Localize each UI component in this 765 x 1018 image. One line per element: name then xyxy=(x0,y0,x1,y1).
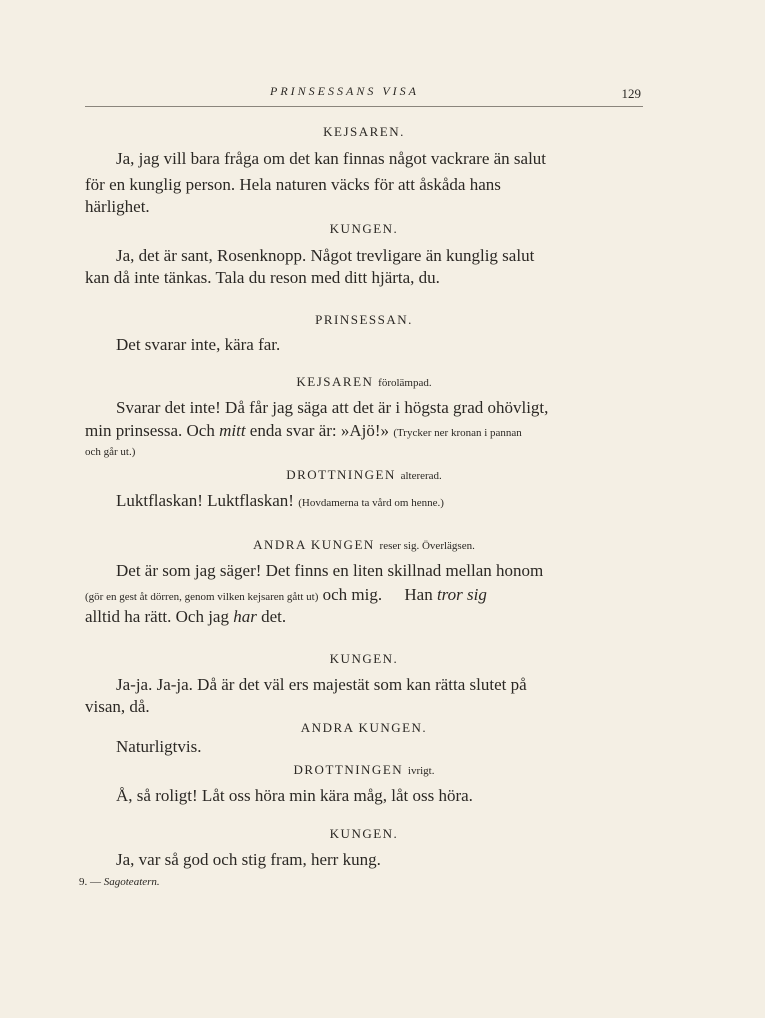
dialogue-line: härlighet. xyxy=(85,197,150,216)
emphasis: har xyxy=(233,607,257,626)
dialogue-line: Ja-ja. Ja-ja. Då är det väl ers majestät som kan rätta slutet på xyxy=(116,675,527,694)
page-footer xyxy=(79,876,160,888)
speaker-heading xyxy=(85,374,643,390)
dialogue-line xyxy=(85,605,286,628)
speaker-heading xyxy=(85,762,643,778)
speaker-heading: PRINSESSAN. xyxy=(315,312,413,327)
stage-direction: (Trycker ner kronan i pannan xyxy=(393,427,522,439)
stage-direction: ivrigt. xyxy=(407,765,435,777)
running-title: PRINSESSANS VISA xyxy=(270,84,419,98)
dialogue-line: Det svarar inte, kära far. xyxy=(116,335,281,354)
text-run: Luktflaskan! Luktflaskan! xyxy=(116,491,294,510)
dialogue-line: visan, då. xyxy=(85,697,150,716)
dialogue-line: Ja, jag vill bara fråga om det kan finnas något vackrare än salut xyxy=(116,149,547,168)
emphasis: mitt xyxy=(219,421,246,440)
dialogue-line: Naturligtvis. xyxy=(116,737,202,756)
speaker-heading: ANDRA KUNGEN. xyxy=(300,720,428,735)
page-number: 129 xyxy=(621,86,641,101)
dialogue-line: kan då inte tänkas. Tala du reson med ditt hjärta, du. xyxy=(85,268,440,287)
signature-mark: 9. — xyxy=(79,876,101,888)
dialogue-line: Ja, det är sant, Rosenknopp. Något trevligare än kunglig salut xyxy=(116,246,535,265)
dialogue-line xyxy=(116,489,444,515)
stage-direction: (gör en gest åt dörren, genom vilken kejsaren gått ut) xyxy=(85,591,319,603)
stage-direction: altererad. xyxy=(400,470,442,482)
speaker-name: ANDRA KUNGEN xyxy=(253,537,375,552)
speaker-name: KEJSAREN xyxy=(296,374,374,389)
text-run: det. xyxy=(256,607,287,626)
text-run: och mig. xyxy=(322,585,383,604)
book-title: Sagoteatern. xyxy=(103,876,160,888)
dialogue-line: Å, så roligt! Låt oss höra min kära måg, låt oss höra. xyxy=(116,786,473,805)
text-run: min prinsessa. Och xyxy=(85,421,220,440)
emphasis: tror sig xyxy=(436,585,487,604)
dialogue-line xyxy=(85,419,522,445)
speaker-heading: KEJSAREN. xyxy=(323,124,405,139)
text-run: alltid ha rätt. Och jag xyxy=(85,607,234,626)
dialogue-line: Ja, var så god och stig fram, herr kung. xyxy=(116,850,381,869)
speaker-heading: KUNGEN. xyxy=(329,826,399,841)
stage-direction: och går ut.) xyxy=(85,446,136,458)
page-header xyxy=(85,84,643,107)
speaker-name: DROTTNINGEN xyxy=(286,467,396,482)
stage-direction: (Hovdamerna ta vård om henne.) xyxy=(298,497,444,509)
stage-direction: förolämpad. xyxy=(378,377,432,389)
speaker-heading xyxy=(85,537,643,553)
speaker-heading: KUNGEN. xyxy=(329,221,399,236)
text-run: Han xyxy=(404,585,437,604)
dialogue-line: Svarar det inte! Då får jag säga att det är i högsta grad ohövligt, xyxy=(116,398,549,417)
text-run: enda svar är: »Ajö!» xyxy=(245,421,390,440)
speaker-heading xyxy=(85,467,643,483)
dialogue-line: Det är som jag säger! Det finns en liten skillnad mellan honom xyxy=(116,561,544,580)
stage-direction: reser sig. Överlägsen. xyxy=(379,540,475,552)
speaker-name: DROTTNINGEN xyxy=(293,762,404,777)
dialogue-line: för en kunglig person. Hela naturen väcks för att åskåda hans xyxy=(85,175,501,194)
speaker-heading: KUNGEN. xyxy=(329,651,399,666)
